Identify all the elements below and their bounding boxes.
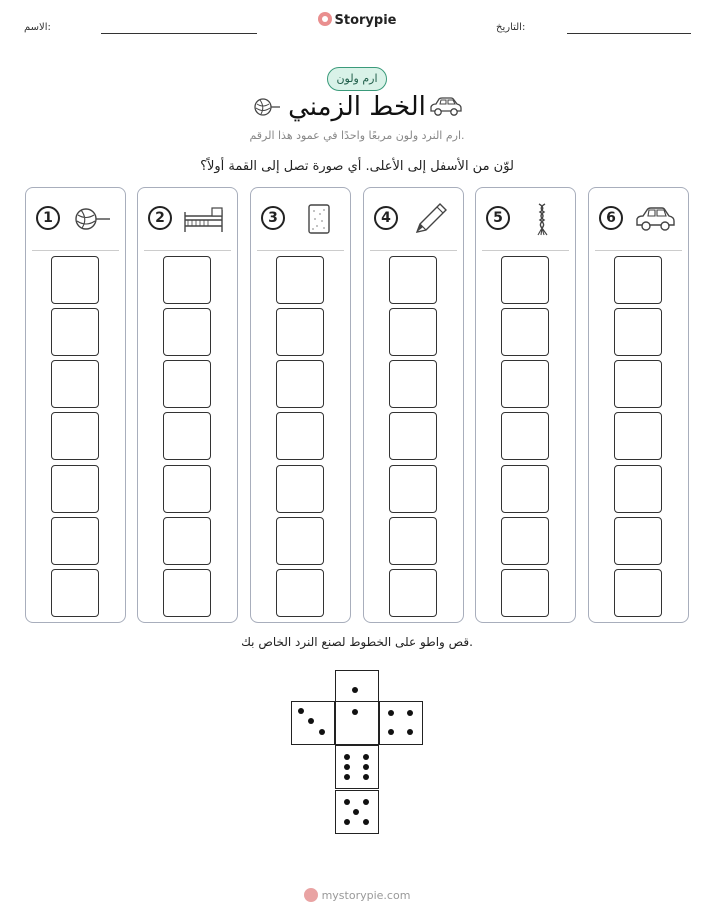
die-face-5	[335, 790, 379, 834]
color-box[interactable]	[501, 256, 549, 304]
timeline-column	[475, 187, 576, 623]
column-divider	[595, 250, 682, 251]
color-box[interactable]	[51, 412, 99, 460]
die-face-3	[291, 701, 335, 745]
color-box[interactable]	[501, 412, 549, 460]
color-box[interactable]	[51, 465, 99, 513]
pip	[388, 710, 394, 716]
braid-icon	[520, 202, 564, 236]
page-title: الخط الزمني	[288, 92, 426, 122]
column-number: 5	[486, 206, 510, 230]
pip	[344, 819, 350, 825]
color-box[interactable]	[389, 517, 437, 565]
footer-url: mystorypie.com	[321, 889, 411, 902]
date-line	[567, 33, 691, 34]
pip	[407, 710, 413, 716]
sponge-icon	[295, 202, 339, 236]
yarn-ball-icon	[252, 96, 282, 118]
pip	[352, 687, 358, 693]
bed-icon	[182, 202, 226, 236]
storypie-logo-icon	[318, 12, 332, 26]
timeline-column	[25, 187, 126, 623]
color-box[interactable]	[389, 360, 437, 408]
timeline-column	[363, 187, 464, 623]
column-divider	[370, 250, 457, 251]
color-box[interactable]	[614, 256, 662, 304]
name-line	[101, 33, 257, 34]
color-box[interactable]	[51, 517, 99, 565]
roll-and-color-badge: ارم ولون	[327, 67, 387, 91]
column-divider	[144, 250, 231, 251]
color-box[interactable]	[276, 308, 324, 356]
color-box[interactable]	[276, 465, 324, 513]
color-box[interactable]	[614, 569, 662, 617]
color-box[interactable]	[51, 308, 99, 356]
color-box[interactable]	[163, 308, 211, 356]
color-box[interactable]	[276, 412, 324, 460]
color-box[interactable]	[51, 360, 99, 408]
brand	[0, 12, 714, 28]
color-box[interactable]	[276, 517, 324, 565]
column-divider	[482, 250, 569, 251]
footer	[0, 888, 714, 902]
color-box[interactable]	[501, 569, 549, 617]
brand-name: Storypie	[334, 13, 397, 28]
color-box[interactable]	[276, 360, 324, 408]
pip	[363, 754, 369, 760]
pip	[352, 709, 358, 715]
car-icon	[633, 202, 677, 236]
color-box[interactable]	[163, 360, 211, 408]
color-box[interactable]	[614, 465, 662, 513]
pip	[344, 774, 350, 780]
pip	[363, 819, 369, 825]
column-number: 3	[261, 206, 285, 230]
color-box[interactable]	[614, 517, 662, 565]
pip	[344, 764, 350, 770]
color-box[interactable]	[389, 569, 437, 617]
color-box[interactable]	[389, 412, 437, 460]
pip	[344, 754, 350, 760]
die-face-1	[335, 701, 379, 745]
pip	[388, 729, 394, 735]
color-box[interactable]	[163, 412, 211, 460]
pip	[344, 799, 350, 805]
pip	[407, 729, 413, 735]
pip	[319, 729, 325, 735]
instruction: لوّن من الأسفل إلى الأعلى. أي صورة تصل إلى القمة أولاً؟	[200, 159, 514, 174]
pip	[363, 799, 369, 805]
color-box[interactable]	[614, 308, 662, 356]
pip	[298, 708, 304, 714]
die-face-6	[335, 745, 379, 789]
pip	[353, 809, 359, 815]
color-box[interactable]	[51, 569, 99, 617]
pip	[308, 718, 314, 724]
color-box[interactable]	[614, 360, 662, 408]
color-box[interactable]	[389, 256, 437, 304]
timeline-column	[588, 187, 689, 623]
storypie-logo-icon	[304, 888, 318, 902]
subtitle: ارم النرد ولون مربعًا واحدًا في عمود هذا الرقم.	[249, 129, 465, 142]
column-number: 6	[599, 206, 623, 230]
color-box[interactable]	[276, 569, 324, 617]
name-label: الاسم:	[24, 22, 51, 33]
color-box[interactable]	[276, 256, 324, 304]
column-number: 4	[374, 206, 398, 230]
color-box[interactable]	[389, 308, 437, 356]
pip	[363, 764, 369, 770]
color-box[interactable]	[614, 412, 662, 460]
column-divider	[32, 250, 119, 251]
column-divider	[257, 250, 344, 251]
column-number: 2	[148, 206, 172, 230]
color-box[interactable]	[501, 465, 549, 513]
color-box[interactable]	[163, 465, 211, 513]
timeline-column	[137, 187, 238, 623]
column-number: 1	[36, 206, 60, 230]
pip	[363, 774, 369, 780]
color-box[interactable]	[163, 569, 211, 617]
color-box[interactable]	[389, 465, 437, 513]
yarn-ball-icon	[70, 202, 114, 236]
cut-instruction: قص واطو على الخطوط لصنع النرد الخاص بك.	[241, 635, 473, 649]
color-box[interactable]	[163, 517, 211, 565]
color-box[interactable]	[501, 360, 549, 408]
color-box[interactable]	[501, 308, 549, 356]
date-label: التاريخ:	[496, 22, 526, 33]
pencil-icon	[408, 202, 452, 236]
color-box[interactable]	[501, 517, 549, 565]
color-box[interactable]	[163, 256, 211, 304]
color-box[interactable]	[51, 256, 99, 304]
die-face-4	[379, 701, 423, 745]
timeline-column	[250, 187, 351, 623]
